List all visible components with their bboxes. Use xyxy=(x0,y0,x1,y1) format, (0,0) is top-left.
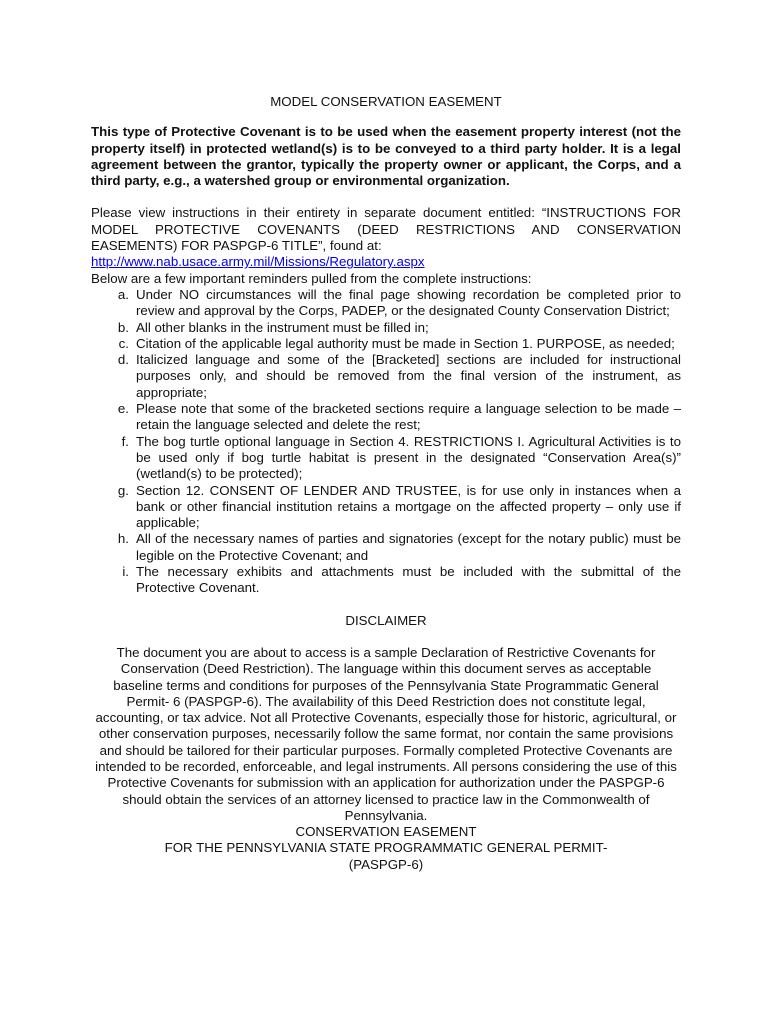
reminders-list xyxy=(91,287,681,597)
closing-title-line-2: FOR THE PENNSYLVANIA STATE PROGRAMMATIC GENERAL PERMIT- xyxy=(164,840,608,856)
list-item-text: All of the necessary names of parties and signatories (except for the notary public) must be legible on the Protective Covenant; and xyxy=(136,531,681,563)
list-item xyxy=(91,564,681,597)
list-item xyxy=(91,336,681,352)
instructions-text: Please view instructions in their entirety in separate document entitled: “INSTRUCTIONS FOR MODEL PROTECTIVE COVENANTS (DEED RESTRICTIONS AND CONSERVATION EASEMENTS) FOR PASPGP-6 TITLE”, found at: xyxy=(91,205,681,254)
list-item-text: Please note that some of the bracketed sections require a language selection to be made – retain the language selected and delete the rest; xyxy=(136,401,681,433)
closing-title-line-3: (PASPGP-6) xyxy=(348,856,424,872)
list-marker: h. xyxy=(117,531,129,547)
list-item xyxy=(91,320,681,336)
list-item-text: Italicized language and some of the [Bracketed] sections are included for instructional purposes only, and should be removed from the final version of the instrument, as appropriate; xyxy=(136,352,681,400)
list-marker: e. xyxy=(117,401,129,417)
list-marker: c. xyxy=(118,335,129,351)
list-item xyxy=(91,287,681,320)
list-item xyxy=(91,434,681,483)
list-item-text: All other blanks in the instrument must be filled in; xyxy=(136,319,429,335)
list-marker: d. xyxy=(117,352,129,368)
document-title: MODEL CONSERVATION EASEMENT xyxy=(270,94,502,109)
reminders-lead: Below are a few important reminders pulled from the complete instructions: xyxy=(91,270,532,286)
list-item-text: Citation of the applicable legal authority must be made in Section 1. PURPOSE, as needed; xyxy=(136,335,675,351)
list-item xyxy=(91,352,681,401)
list-marker: i. xyxy=(122,564,129,580)
instructions-paragraph xyxy=(91,205,681,270)
list-item-text: Under NO circumstances will the final page showing recordation be completed prior to review and approval by the Corps, PADEP, or the designated County Conservation District; xyxy=(136,286,681,319)
disclaimer-title: DISCLAIMER xyxy=(345,612,427,628)
list-marker: g. xyxy=(117,482,129,498)
regulatory-link[interactable]: http://www.nab.usace.army.mil/Missions/Regulatory.aspx xyxy=(91,254,425,270)
disclaimer-body: The document you are about to access is a sample Declaration of Restrictive Covenants for Conservation (Deed Restriction). The language within this document serves as acceptable baseline terms and conditions for purposes of the Pennsylvania State Programmatic General Permit- 6 (PASPGP-6). The availability of this Deed Restriction does not constitute legal, accounting, or tax advice. Not all Protective Covenants, especially those for historic, agricultural, or other conservation purposes, necessarily follow the same format, nor contain the same provisions and should be tailored for their particular purposes. Formally completed Protective Covenants are intended to be recorded, enforceable, and legal instruments. All persons considering the use of this Protective Covenants for submission with an application for authorization under the PASPGP-6 should obtain the services of an attorney licensed to practice law in the Commonwealth of Pennsylvania. xyxy=(95,644,677,823)
list-marker: b. xyxy=(117,319,129,335)
intro-paragraph: This type of Protective Covenant is to be used when the easement property interest (not the property itself) in protected wetland(s) is to be conveyed to a third party holder. It is a legal agreement between the grantor, typically the property owner or applicant, the Corps, and a third party, e.g., a watershed group or environmental organization. xyxy=(91,124,681,189)
list-item-text: The bog turtle optional language in Section 4. RESTRICTIONS I. Agricultural Activities is to be used only if bog turtle habitat is present in the designated “Conservation Area(s)” (wetland(s) to be protected); xyxy=(136,433,681,482)
list-item xyxy=(91,531,681,564)
list-item xyxy=(91,401,681,434)
list-item xyxy=(91,483,681,532)
list-marker: a. xyxy=(117,286,129,302)
list-item-text: Section 12. CONSENT OF LENDER AND TRUSTEE, is for use only in instances when a bank or other financial institution retains a mortgage on the affected property – only use if applicable; xyxy=(136,482,681,531)
list-marker: f. xyxy=(121,433,129,449)
list-item-text: The necessary exhibits and attachments must be included with the submittal of the Protective Covenant. xyxy=(136,564,681,596)
closing-title-line-1: CONSERVATION EASEMENT xyxy=(295,824,477,840)
document-content xyxy=(91,94,681,873)
